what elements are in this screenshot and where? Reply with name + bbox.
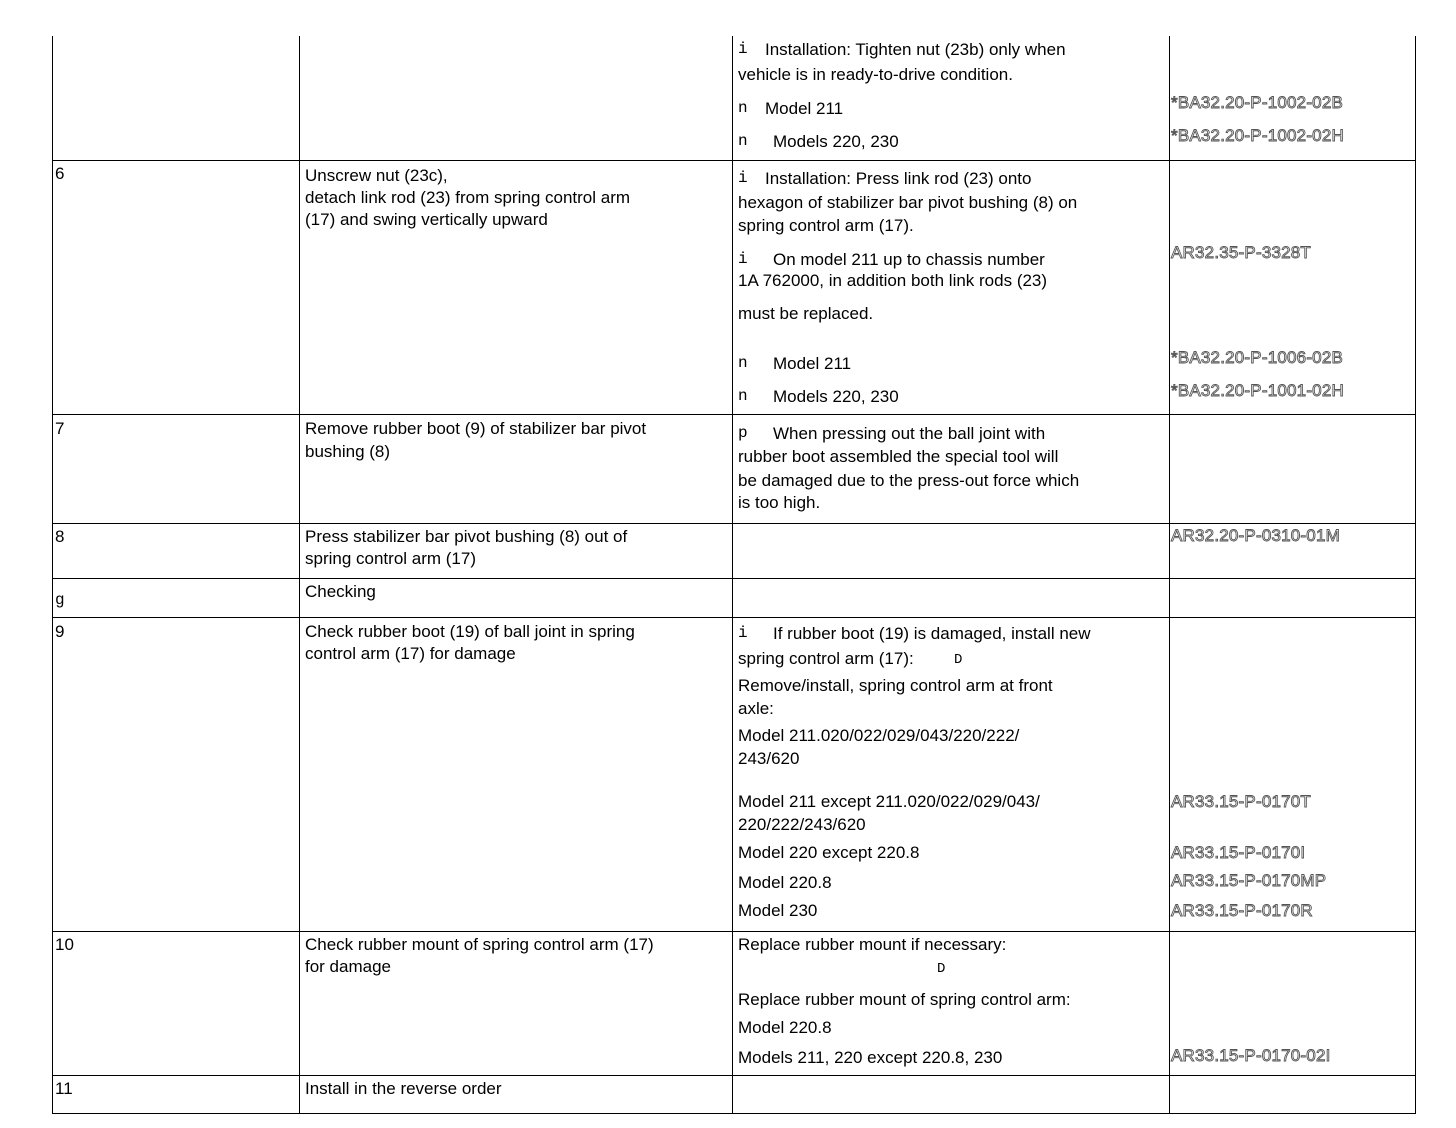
- action-text: for damage: [305, 957, 391, 976]
- note-text: When pressing out the ball joint with: [773, 424, 1046, 443]
- grid-line: [52, 617, 1416, 618]
- reference-link[interactable]: AR33.15-P-0170-02I: [1171, 1046, 1331, 1065]
- grid-line: [299, 36, 300, 1114]
- action-text: Install in the reverse order: [305, 1079, 502, 1098]
- reference-link[interactable]: AR33.15-P-0170R: [1171, 901, 1313, 920]
- grid-line: [52, 1075, 1416, 1076]
- note-text: Model 211: [765, 99, 844, 118]
- note-text: Model 211.020/022/029/043/220/222/: [738, 726, 1020, 745]
- note-text: Models 211, 220 except 220.8, 230: [738, 1048, 1003, 1067]
- step-number: 7: [55, 419, 65, 438]
- step-marker: g: [55, 591, 65, 609]
- note-text: Models 220, 230: [773, 387, 899, 406]
- grid-line: [1415, 36, 1416, 1114]
- note-text: Replace rubber mount of spring control arm:: [738, 990, 1071, 1009]
- note-marker: i: [738, 169, 748, 187]
- reference-link[interactable]: *BA32.20-P-1002-02B: [1171, 93, 1344, 112]
- note-text: axle:: [738, 699, 774, 718]
- note-text: spring control arm (17).: [738, 216, 914, 235]
- grid-line: [52, 578, 1416, 579]
- note-marker: i: [738, 40, 748, 58]
- note-marker: n: [738, 387, 748, 405]
- reference-link[interactable]: AR32.35-P-3328T: [1171, 243, 1312, 262]
- reference-link[interactable]: AR32.20-P-0310-01M: [1171, 526, 1340, 545]
- note-text: 220/222/243/620: [738, 815, 866, 834]
- grid-line: [1169, 36, 1170, 1114]
- note-text: Model 211 except 211.020/022/029/043/: [738, 792, 1040, 811]
- note-text: On model 211 up to chassis number: [773, 250, 1045, 269]
- note-text: be damaged due to the press-out force which: [738, 471, 1080, 490]
- reference-link[interactable]: AR33.15-P-0170MP: [1171, 871, 1327, 890]
- note-suffix: D: [954, 652, 963, 668]
- grid-line: [52, 414, 1416, 415]
- note-text: 1A 762000, in addition both link rods (23): [738, 271, 1048, 290]
- note-text: is too high.: [738, 493, 821, 512]
- action-text: Unscrew nut (23c),: [305, 166, 448, 185]
- note-marker: n: [738, 354, 748, 372]
- note-text: hexagon of stabilizer bar pivot bushing (8) on: [738, 193, 1078, 212]
- step-number: 6: [55, 164, 65, 183]
- note-text: Model 220.8: [738, 1018, 832, 1037]
- action-text: Checking: [305, 582, 376, 601]
- note-text: Models 220, 230: [773, 132, 899, 151]
- note-marker: n: [738, 99, 748, 117]
- note-marker: i: [738, 250, 748, 268]
- note-text: 243/620: [738, 749, 800, 768]
- note-text: Model 220.8: [738, 873, 832, 892]
- note-text: Replace rubber mount if necessary:: [738, 935, 1007, 954]
- reference-link[interactable]: *BA32.20-P-1002-02H: [1171, 126, 1344, 145]
- note-text: Remove/install, spring control arm at front: [738, 676, 1053, 695]
- step-number: 11: [55, 1079, 73, 1098]
- grid-line: [732, 36, 733, 1114]
- reference-link[interactable]: AR33.15-P-0170T: [1171, 792, 1312, 811]
- note-marker: p: [738, 424, 748, 442]
- reference-link[interactable]: AR33.15-P-0170I: [1171, 843, 1306, 862]
- action-text: (17) and swing vertically upward: [305, 210, 548, 229]
- action-text: bushing (8): [305, 442, 391, 461]
- note-text: Model 220 except 220.8: [738, 843, 920, 862]
- note-text: Installation: Tighten nut (23b) only when: [765, 40, 1066, 59]
- action-text: detach link rod (23) from spring control arm: [305, 188, 631, 207]
- note-text: Model 230: [738, 901, 818, 920]
- grid-line: [52, 1113, 1416, 1114]
- note-text: rubber boot assembled the special tool will: [738, 447, 1059, 466]
- grid-line: [52, 931, 1416, 932]
- action-text: spring control arm (17): [305, 549, 477, 568]
- reference-link[interactable]: *BA32.20-P-1001-02H: [1171, 381, 1344, 400]
- reference-link[interactable]: *BA32.20-P-1006-02B: [1171, 348, 1344, 367]
- note-text: If rubber boot (19) is damaged, install new: [773, 624, 1091, 643]
- note-marker: i: [738, 624, 748, 642]
- step-number: 8: [55, 527, 65, 546]
- step-number: 10: [55, 935, 74, 954]
- step-number: 9: [55, 622, 65, 641]
- note-text: Installation: Press link rod (23) onto: [765, 169, 1032, 188]
- note-text: must be replaced.: [738, 304, 874, 323]
- action-text: Press stabilizer bar pivot bushing (8) out of: [305, 527, 628, 546]
- action-text: Check rubber mount of spring control arm (17): [305, 935, 654, 954]
- note-text: Model 211: [773, 354, 852, 373]
- action-text: control arm (17) for damage: [305, 644, 516, 663]
- note-text: D: [937, 961, 946, 977]
- grid-line: [52, 36, 53, 1114]
- action-text: Remove rubber boot (9) of stabilizer bar pivot: [305, 419, 647, 438]
- action-text: Check rubber boot (19) of ball joint in spring: [305, 622, 635, 641]
- grid-line: [52, 160, 1416, 161]
- note-text: vehicle is in ready-to-drive condition.: [738, 65, 1013, 84]
- note-text: spring control arm (17):: [738, 649, 914, 668]
- note-marker: n: [738, 132, 748, 150]
